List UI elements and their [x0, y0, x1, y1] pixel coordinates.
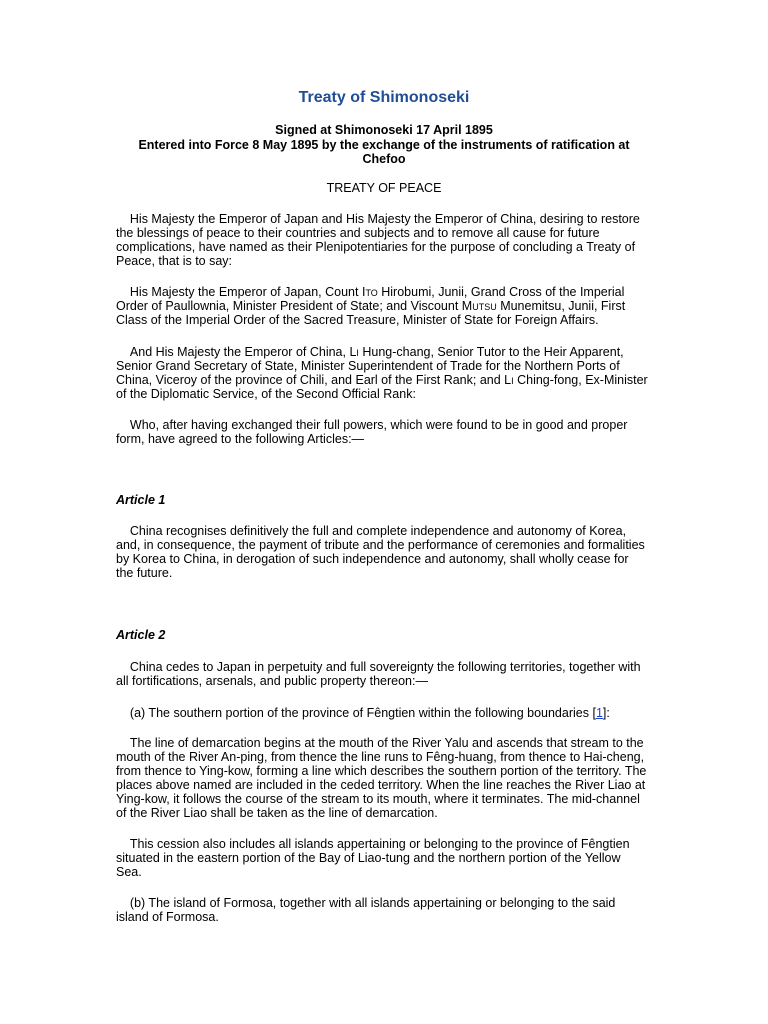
signed-info	[116, 123, 652, 167]
intro-paragraph: His Majesty the Emperor of Japan and His Majesty the Emperor of China, desiring to restore the blessings of peace to their countries and subjects and to remove all cause for future complications, have named as their Plenipotentiaries for the purpose of concluding a Treaty of Peace, that is to say:	[116, 212, 640, 269]
article-1-text: China recognises definitively the full and complete independence and autonomy of Korea, and, in consequence, the payment of tribute and the performance of ceremonies and formalities by Korea to China, in derogation of such independence and autonomy, shall wholly cease for the future.	[116, 524, 645, 581]
text-span: His Majesty the Emperor of Japan, Count	[129, 285, 362, 299]
article-1-heading: Article 1	[116, 493, 166, 507]
article-2-item-b: (b) The island of Formosa, together with all islands appertaining or belonging to the said island of Formosa.	[116, 896, 616, 925]
japan-plenipotentiaries-paragraph	[116, 285, 648, 327]
article-2-item-a	[116, 706, 648, 720]
cession-islands-paragraph: This cession also includes all islands appertaining or belonging to the province of Fêngtien situated in the eastern portion of the Bay of Liao-tung and the northern portion of the Yellow Sea.	[116, 837, 630, 880]
name-li: Li	[504, 373, 514, 388]
signed-line: Signed at Shimonoseki 17 April 1895	[275, 123, 493, 137]
article-2-heading: Article 2	[116, 628, 166, 642]
name-ito: Ito	[361, 285, 378, 299]
text-span: Ching-fong, Ex-Minister of the Diplomatic Service, of the Second Official Rank:	[116, 373, 648, 402]
treaty-heading: TREATY OF PEACE	[326, 181, 442, 195]
entered-into-force-line: Entered into Force 8 May 1895 by the exchange of the instruments of ratification at Chefoo	[138, 137, 630, 166]
text-span: Hirobumi, Junii, Grand Cross of the Imperial Order of Paullownia, Minister President of State; and Viscount	[116, 285, 625, 314]
text-span: ]:	[602, 706, 610, 720]
text-span: Hung-chang, Senior Tutor to the Heir Apparent, Senior Grand Secretary of State, Minister Superintendent of Trade for the Northern Ports of China, Viceroy of the province of Chili, and Earl of the First Rank; and	[116, 345, 624, 388]
text-span: And His Majesty the Emperor of China,	[129, 345, 350, 359]
document-title: Treaty of Shimonoseki	[298, 89, 470, 106]
footnote-link[interactable]: 1	[595, 706, 603, 720]
text-span: Munemitsu, Junii, First Class of the Imperial Order of the Sacred Treasure, Minister of State for Foreign Affairs.	[116, 299, 626, 328]
china-plenipotentiaries-paragraph	[116, 345, 648, 401]
demarcation-paragraph: The line of demarcation begins at the mouth of the River Yalu and ascends that stream to the mouth of the River An-ping, from thence the line runs to Fêng-huang, from thence to Hai-cheng, from thence to Ying-kow, forming a line which describes the southern portion of the territory. The places above named are included in the ceded territory. When the line reaches the River Liao at Ying-kow, it follows the course of the stream to its mouth, where it terminates. The mid-channel of the River Liao shall be taken as the line of demarcation.	[116, 736, 647, 821]
article-2-text: China cedes to Japan in perpetuity and full sovereignty the following territories, together with all fortifications, arsenals, and public property thereon:—	[116, 660, 641, 689]
name-li: Li	[349, 345, 359, 359]
agreement-paragraph: Who, after having exchanged their full powers, which were found to be in good and proper form, have agreed to the following Articles:—	[116, 418, 628, 447]
text-span: (a) The southern portion of the province of Fêngtien within the following boundaries [	[129, 706, 596, 720]
name-mutsu: Mutsu	[461, 299, 497, 314]
